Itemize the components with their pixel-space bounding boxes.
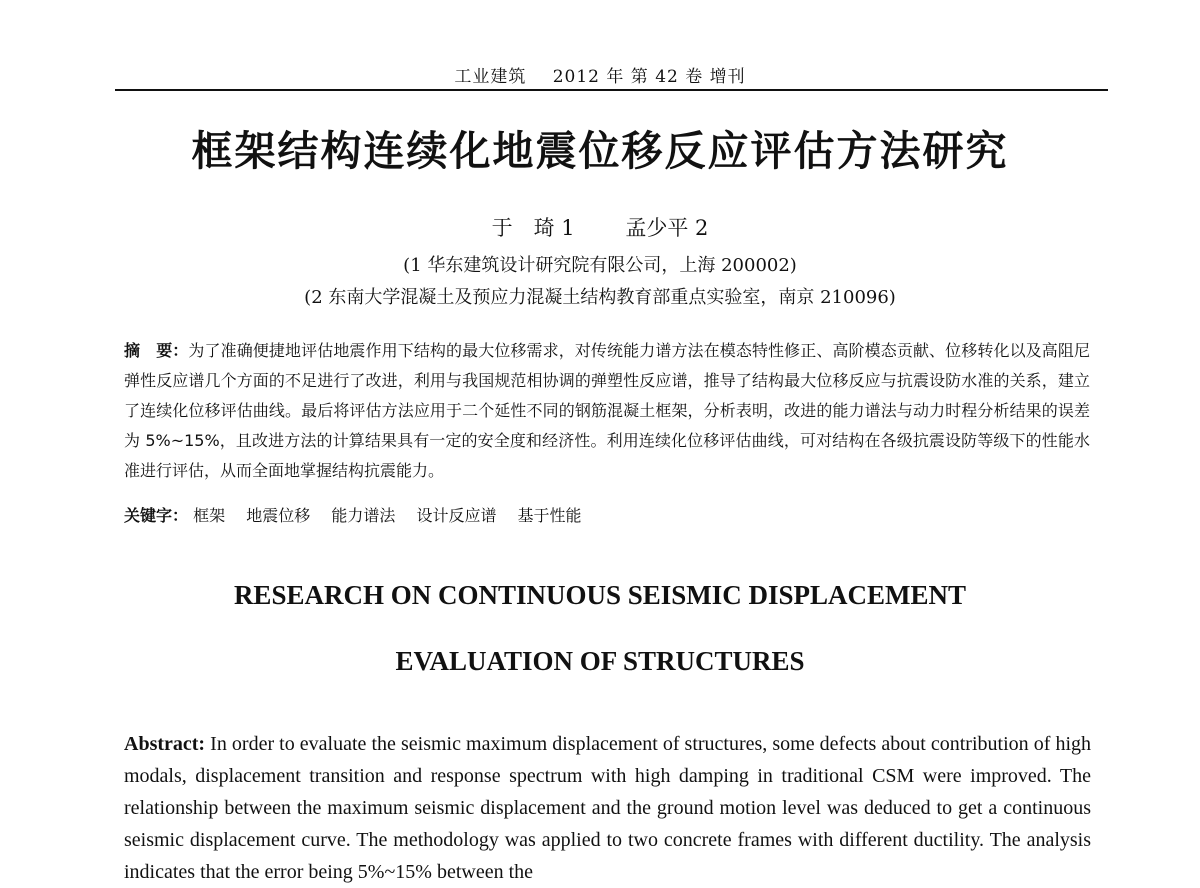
chinese-abstract-label: 摘 要：: [124, 341, 189, 360]
english-abstract: [124, 728, 1091, 888]
keyword: 设计反应谱: [416, 506, 497, 525]
affiliation-2: (2 东南大学混凝土及预应力混凝土结构教育部重点实验室，南京 210096): [304, 287, 896, 308]
chinese-abstract: [124, 336, 1090, 486]
chinese-abstract-text: 为了准确便捷地评估地震作用下结构的最大位移需求，对传统能力谱方法在模态特性修正、高阶模态贡献、位移转化以及高阻尼弹性反应谱几个方面的不足进行了改进，利用与我国规范相协调的弹塑性反应谱，推导了结构最大位移反应与抗震设防水准的关系，建立了连续化位移评估曲线。最后将评估方法应用于二个延性不同的钢筋混凝土框架，分析表明，改进的能力谱法与动力时程分析结果的误差为 5%~15%，且改进方法的计算结果具有一定的安全度和经济性。利用连续化位移评估曲线，可对结构在各级抗震设防等级下的性能水准进行评估，从而全面地掌握结构抗震能力。: [124, 341, 1090, 480]
header-rule: [115, 89, 1108, 91]
author-2: 孟少平 2: [625, 216, 709, 240]
chinese-title: 框架结构连续化地震位移反应评估方法研究: [191, 127, 1009, 175]
issue-info: 2012 年 第 42 卷 增刊: [552, 67, 746, 87]
keyword: 地震位移: [246, 506, 311, 525]
english-abstract-text: In order to evaluate the seismic maximum displacement of structures, some defects about contribution of high modals, displacement transition and response spectrum with high damping in traditional CSM were improved. The relationship between the maximum seismic displacement and the ground motion level was deduced to get a continuous seismic displacement curve. The methodology was applied to two concrete frames with different ductility. The analysis indicates that the error being 5%~15% between the: [124, 733, 1091, 883]
keyword: 能力谱法: [331, 506, 396, 525]
english-title-line-2: EVALUATION OF STRUCTURES: [395, 646, 805, 676]
author-1: 于 琦 1: [491, 216, 575, 240]
affiliation-1: (1 华东建筑设计研究院有限公司，上海 200002): [403, 255, 797, 276]
english-abstract-label: Abstract:: [124, 733, 206, 755]
chinese-keywords: [124, 503, 598, 526]
keyword: 基于性能: [517, 506, 582, 525]
keywords-label: 关键字：: [124, 506, 189, 525]
author-list: [0, 212, 1200, 242]
keyword: 框架: [193, 506, 226, 525]
english-title-line-1: RESEARCH ON CONTINUOUS SEISMIC DISPLACEMENT: [233, 580, 967, 610]
journal-name: 工业建筑: [454, 67, 527, 87]
running-header: [0, 62, 1200, 87]
